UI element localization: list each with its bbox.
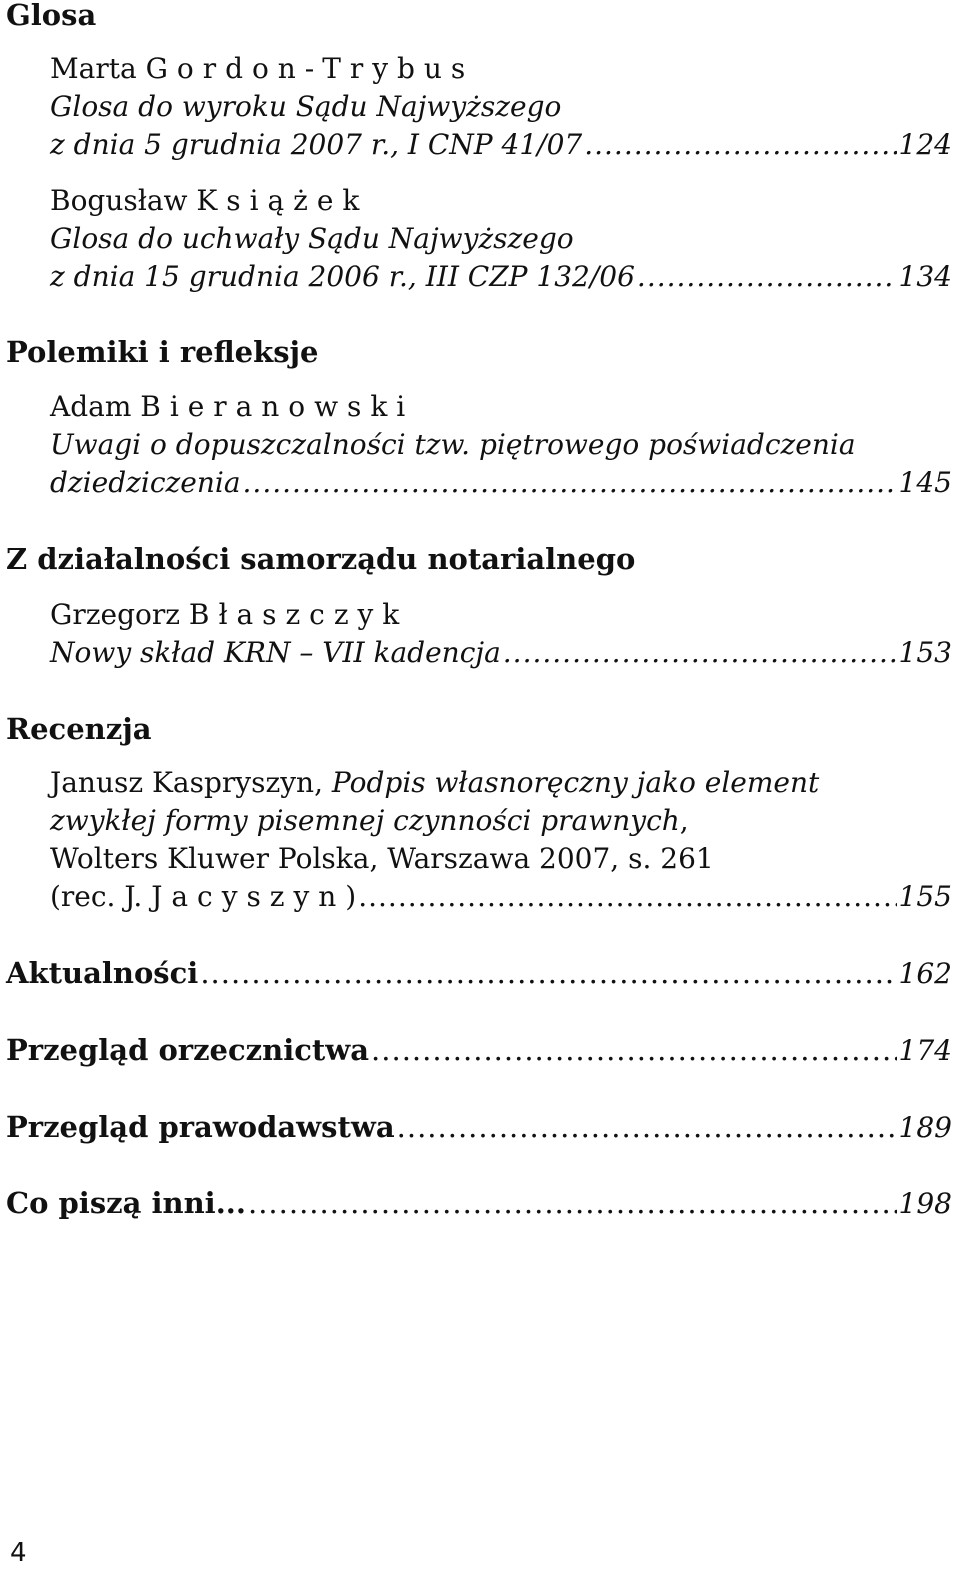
author-surname: Książek xyxy=(196,184,369,217)
section-heading: Co piszą inni... xyxy=(6,1186,246,1220)
dot-leader xyxy=(637,258,897,296)
toc-entry xyxy=(6,764,952,916)
review-line xyxy=(50,802,952,840)
page-number: 134 xyxy=(898,260,952,293)
dot-leader xyxy=(371,1031,897,1069)
reviewer-prefix: (rec. J. xyxy=(50,880,143,913)
entry-title: Glosa do uchwały Sądu Najwyższego xyxy=(50,222,574,255)
section-heading: Polemiki i refleksje xyxy=(6,335,319,369)
dot-leader xyxy=(358,878,896,916)
author-line xyxy=(50,596,952,634)
section-co-pisza-inni xyxy=(6,1184,952,1223)
dot-leader xyxy=(248,1184,897,1222)
page-number: 162 xyxy=(898,957,952,990)
section-glosa xyxy=(6,0,952,34)
review-book-title: Podpis własnoręczny jako element xyxy=(331,766,820,799)
author-first-name: Marta xyxy=(50,52,137,85)
section-heading: Z działalności samorządu notarialnego xyxy=(6,542,636,576)
entry-title-leader xyxy=(50,258,952,296)
section-aktualnosci xyxy=(6,954,952,993)
review-book-title: zwykłej formy pisemnej czynności prawnych xyxy=(50,804,680,837)
entry-title-leader xyxy=(50,878,952,916)
author-surname: Błaszczyk xyxy=(188,598,409,631)
page-number: 198 xyxy=(898,1187,952,1220)
review-publisher: Wolters Kluwer Polska, Warszawa 2007, s. 261 xyxy=(50,842,714,875)
entry-title-leader xyxy=(50,126,952,164)
page-number: 153 xyxy=(898,636,952,669)
section-heading: Aktualności xyxy=(6,956,199,990)
entry-title: Glosa do wyroku Sądu Najwyższego xyxy=(50,90,562,123)
section-recenzja xyxy=(6,710,952,748)
page-number: 155 xyxy=(898,880,952,913)
section-orzecznictwo xyxy=(6,1031,952,1070)
toc-entry xyxy=(6,388,952,502)
section-heading-leader xyxy=(6,954,952,993)
author-first-name: Grzegorz xyxy=(50,598,180,631)
page-number: 174 xyxy=(898,1034,952,1067)
author-line xyxy=(50,182,952,220)
reviewer xyxy=(50,878,356,916)
entry-title-leader xyxy=(50,634,952,672)
entry-title: z dnia 15 grudnia 2006 r., III CZP 132/06 xyxy=(50,260,635,293)
section-heading: Przegląd prawodawstwa xyxy=(6,1110,395,1144)
section-heading: Recenzja xyxy=(6,712,152,746)
section-samorzad xyxy=(6,540,952,578)
dot-leader xyxy=(200,954,896,992)
review-author: Janusz Kaspryszyn, xyxy=(50,766,323,799)
author-line xyxy=(50,50,952,88)
author-line xyxy=(50,388,952,426)
toc-entry xyxy=(6,182,952,296)
entry-title: dziedziczenia xyxy=(50,466,241,499)
author-surname: Bieranowski xyxy=(140,390,415,423)
section-heading: Przegląd orzecznictwa xyxy=(6,1033,370,1067)
author-first-name: Adam xyxy=(50,390,132,423)
dot-leader xyxy=(243,464,897,502)
punctuation: , xyxy=(679,804,689,837)
dot-leader xyxy=(503,634,897,672)
author-surname: Gordon-Trybus xyxy=(145,52,475,85)
dot-leader xyxy=(584,126,896,164)
page-number: 189 xyxy=(898,1111,952,1144)
entry-title: Uwagi o dopuszczalności tzw. piętrowego poświadczenia xyxy=(50,428,856,461)
author-first-name: Bogusław xyxy=(50,184,188,217)
dot-leader xyxy=(397,1108,897,1146)
review-line xyxy=(50,764,952,802)
entry-title-leader xyxy=(50,464,952,502)
section-prawodawstwo xyxy=(6,1108,952,1147)
reviewer-surname: Jacyszyn xyxy=(151,880,346,913)
entry-title: z dnia 5 grudnia 2007 r., I CNP 41/07 xyxy=(50,128,583,161)
reviewer-suffix: ) xyxy=(345,880,357,913)
toc-entry xyxy=(6,596,952,672)
page-number: 145 xyxy=(898,466,952,499)
page-number: 124 xyxy=(898,128,952,161)
section-heading: Glosa xyxy=(6,0,97,32)
section-heading-leader xyxy=(6,1184,952,1223)
toc-entry xyxy=(6,50,952,164)
section-heading-leader xyxy=(6,1031,952,1070)
entry-title: Nowy skład KRN – VII kadencja xyxy=(50,636,501,669)
section-polemiki xyxy=(6,333,952,371)
footer-page-number: 4 xyxy=(10,1538,27,1568)
section-heading-leader xyxy=(6,1108,952,1147)
